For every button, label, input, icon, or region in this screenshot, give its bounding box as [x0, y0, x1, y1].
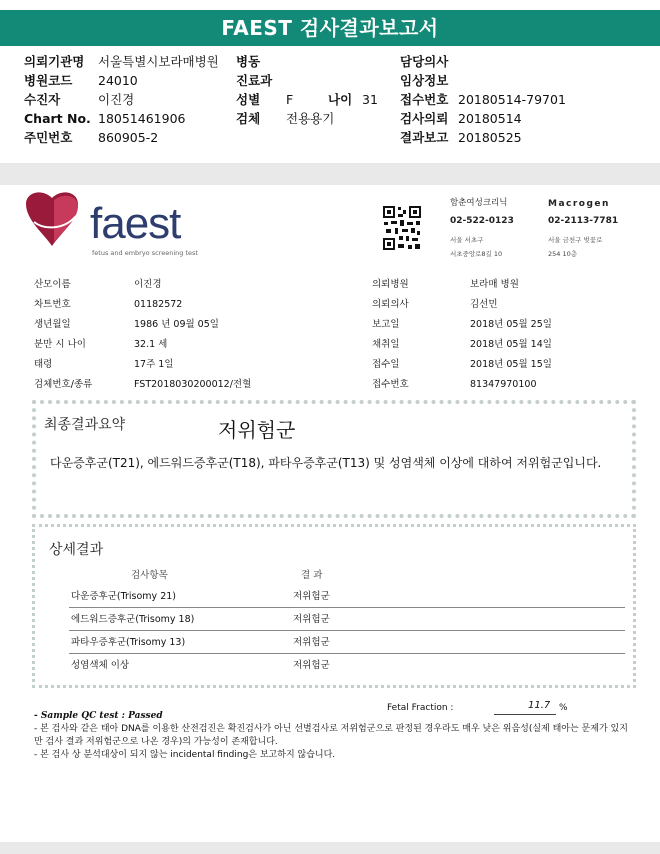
age-value: 31	[362, 92, 378, 107]
clinical-label: 임상정보	[400, 73, 449, 88]
clinic1-name: 함춘여성크리닉	[450, 198, 508, 208]
table-row	[69, 631, 625, 654]
specimen-id-value: FST2018030200012/전혈	[134, 379, 252, 390]
table-row	[69, 585, 625, 608]
chart-label: Chart No.	[24, 111, 91, 126]
receipt-label: 접수번호	[400, 92, 449, 107]
logo-subtitle: fetus and embryo screening test	[92, 249, 198, 257]
qr-code	[382, 205, 422, 251]
fetal-fraction-unit: %	[559, 703, 568, 713]
specimen-value: 전용용기	[286, 111, 335, 126]
doctor-label: 담당의사	[400, 54, 449, 69]
specimen-id-label: 검체번호/종류	[34, 379, 93, 390]
hosp-label: 의뢰병원	[372, 279, 409, 290]
doc-value: 김선민	[470, 299, 498, 310]
collect-label: 채취일	[372, 339, 400, 350]
collect-value: 2018년 05월 14일	[470, 339, 552, 350]
divider-band	[0, 163, 660, 185]
summary-box	[32, 400, 636, 518]
hospcode-value: 24010	[98, 73, 138, 88]
row-item: 다운증후군(Trisomy 21)	[71, 591, 176, 602]
mother-label: 산모이름	[34, 279, 71, 290]
chartno-label: 차트번호	[34, 299, 71, 310]
receiptno-label: 접수번호	[372, 379, 409, 390]
received-value: 2018년 05월 15일	[470, 359, 552, 370]
note-1: - 본 검사와 같은 태아 DNA를 이용한 산전검진은 확진검사가 아닌 선별검사로 저위험군으로 판정된 경우라도 매우 낮은 위음성(실제 태아는 문제가 있지만 검사 결과 저위험군으로 나온 경우)의 가능성이 존재합니다.	[34, 724, 628, 747]
receiptno-value: 81347970100	[470, 379, 537, 390]
chartno-value: 01182572	[134, 299, 183, 310]
summary-result: 저위험군	[218, 418, 296, 442]
received-label: 접수일	[372, 359, 400, 370]
detail-title: 상세결과	[49, 542, 104, 558]
rrn-label: 주민번호	[24, 130, 73, 145]
row-item: 성염색체 이상	[71, 660, 130, 671]
detail-box	[32, 524, 636, 688]
clinic1-addr2: 서초중앙로8길 10	[450, 250, 503, 258]
sex-value: F	[286, 92, 294, 107]
request-label: 검사의뢰	[400, 111, 449, 126]
clinic1-addr1: 서울 서초구	[450, 236, 484, 244]
col-item-header: 검사항목	[131, 570, 168, 581]
row-item: 파타우증후군(Trisomy 13)	[71, 637, 186, 648]
table-row	[69, 608, 625, 631]
hosp-value: 보라매 병원	[470, 279, 519, 290]
hospital-label: 의뢰기관명	[24, 54, 85, 69]
receipt-value: 20180514-79701	[458, 92, 566, 107]
ga-label: 태령	[34, 359, 53, 370]
fetal-fraction-label: Fetal Fraction :	[387, 703, 454, 713]
report-date-value: 20180525	[458, 130, 522, 145]
row-result: 저위험군	[293, 637, 330, 648]
ga-value: 17주 1일	[134, 359, 174, 370]
clinic2-tel: 02-2113-7781	[548, 216, 619, 226]
clinic2-addr1: 서울 금천구 벚꽃로	[548, 236, 603, 244]
report-date-label: 결과보고	[400, 130, 449, 145]
row-result: 저위험군	[293, 660, 330, 671]
sex-label: 성별	[236, 92, 261, 107]
hospcode-label: 병원코드	[24, 73, 73, 88]
request-value: 20180514	[458, 111, 522, 126]
mother-value: 이진경	[134, 279, 162, 290]
qc-note: - Sample QC test : Passed	[34, 711, 163, 721]
specimen-label: 검체	[236, 111, 261, 126]
row-result: 저위험군	[293, 614, 330, 625]
dept-label: 진료과	[236, 73, 273, 88]
patient-value: 이진경	[98, 92, 135, 107]
row-item: 에드워드증후군(Trisomy 18)	[71, 614, 195, 625]
clinic1-tel: 02-522-0123	[450, 216, 514, 226]
note-2: - 본 검사 상 분석대상이 되지 않는 incidental finding은 보고하지 않습니다.	[34, 750, 336, 760]
fetal-fraction-value: 11.7	[528, 700, 551, 711]
clinic2-addr2: 254 10층	[548, 250, 578, 258]
reportdate-label: 보고일	[372, 319, 400, 330]
summary-description: 다운증후군(T21), 에드워드증후군(T18), 파타우증후군(T13) 및 성염색체 이상에 대하여 저위험군입니다.	[50, 456, 602, 470]
age-label: 나이	[328, 92, 353, 107]
clinic2-name: Macrogen	[548, 199, 610, 209]
hospital-value: 서울특별시보라매병원	[98, 54, 219, 69]
delivery-age-value: 32.1 세	[134, 339, 168, 350]
row-result: 저위험군	[293, 591, 330, 602]
footer-band	[0, 842, 660, 854]
delivery-age-label: 분만 시 나이	[34, 339, 86, 350]
reportdate-value: 2018년 05월 25일	[470, 319, 552, 330]
summary-title: 최종결과요약	[44, 417, 126, 433]
table-row	[69, 654, 625, 677]
ward-label: 병동	[236, 54, 261, 69]
chart-value: 18051461906	[98, 111, 186, 126]
dob-value: 1986 년 09월 05일	[134, 319, 219, 330]
request-header	[24, 52, 644, 147]
col-result-header: 결 과	[301, 570, 323, 581]
logo-text: faest	[90, 199, 181, 248]
dob-label: 생년월일	[34, 319, 71, 330]
doc-label: 의뢰의사	[372, 299, 409, 310]
rrn-value: 860905-2	[98, 130, 159, 145]
patient-info	[34, 275, 624, 395]
notes	[34, 710, 630, 762]
patient-label: 수진자	[24, 92, 61, 107]
report-title: FAEST 검사결과보고서	[0, 10, 660, 46]
